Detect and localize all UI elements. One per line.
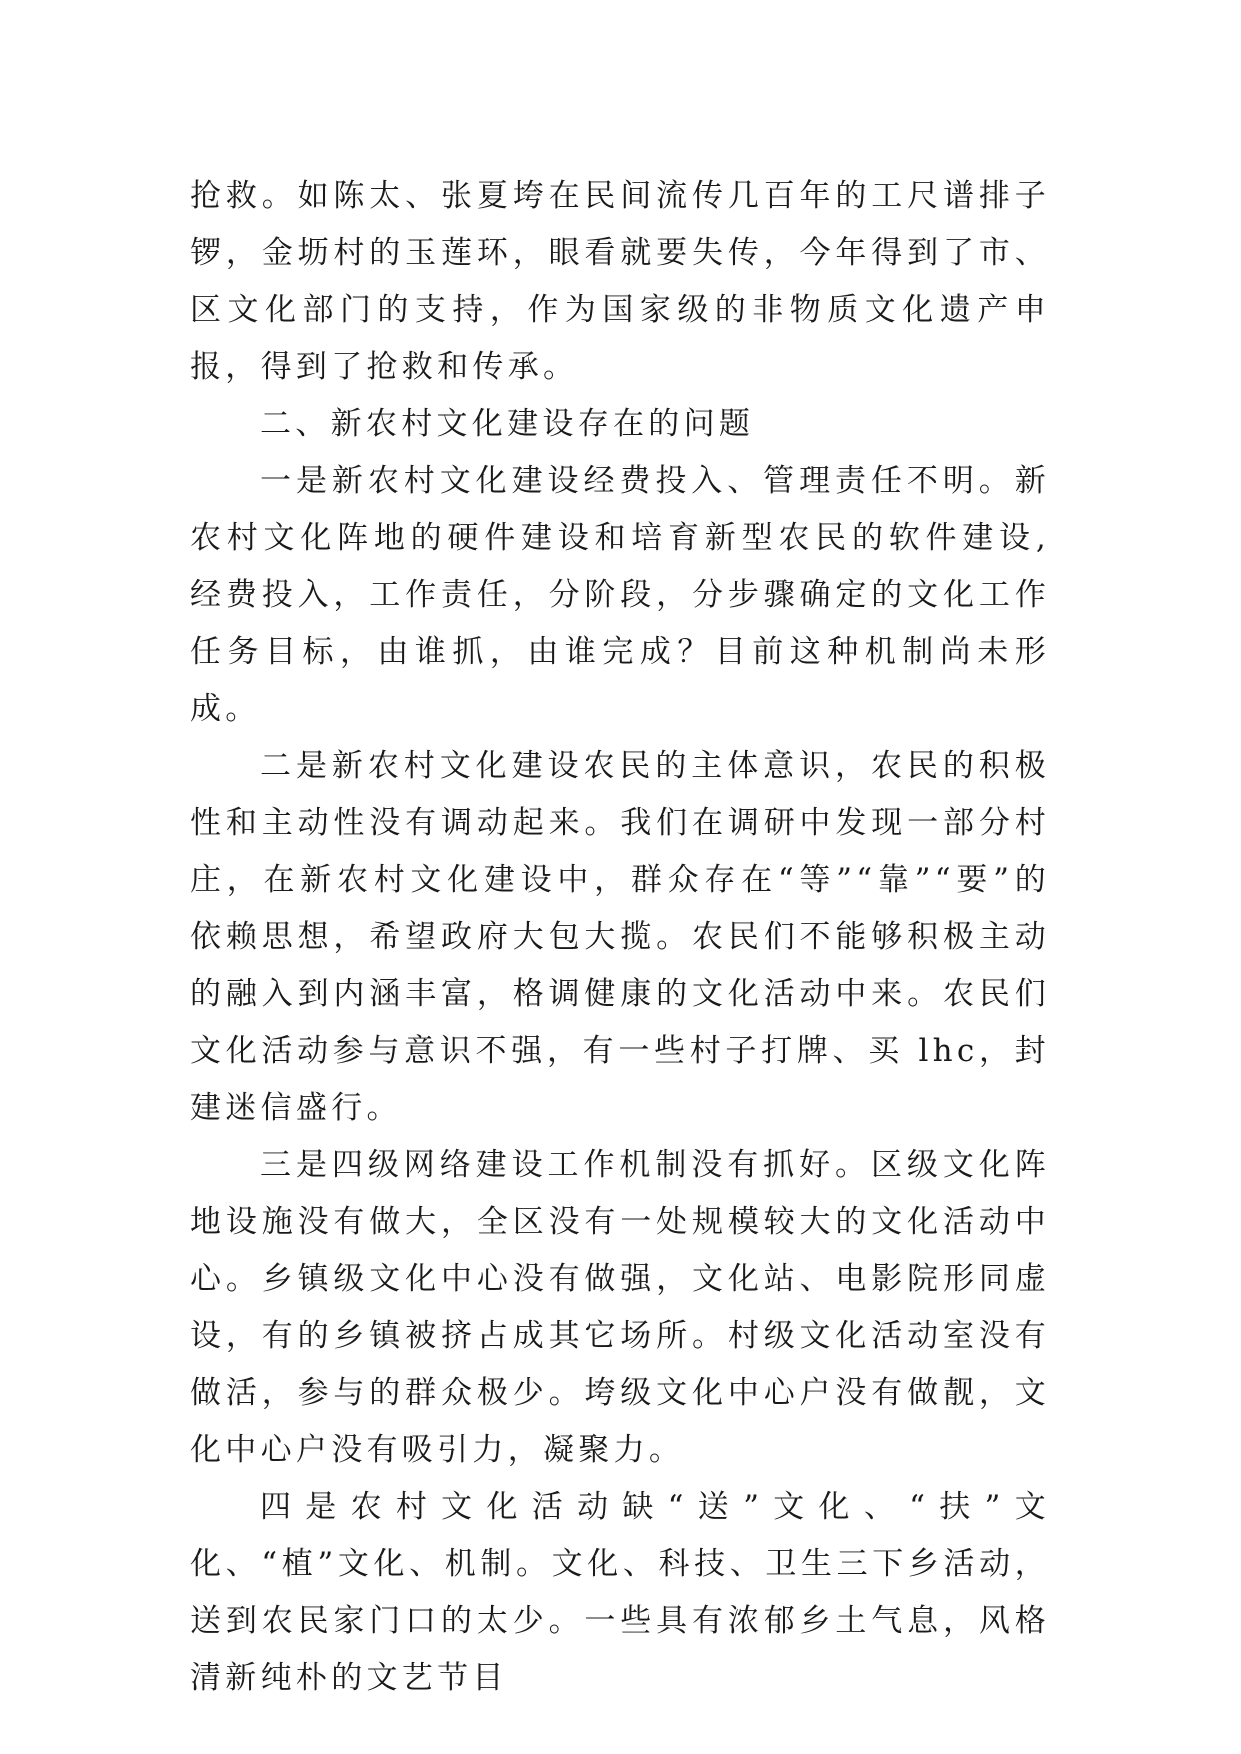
paragraph-3: 二是新农村文化建设农民的主体意识，农民的积极性和主动性没有调动起来。我们在调研中发现一部分村庄，在新农村文化建设中，群众存在“等”“靠”“要”的依赖思想，希望政府大包大揽。农民们不能够积极主动的融入到内涵丰富，格调健康的文化活动中来。农民们文化活动参与意识不强，有一些村子打牌、买 lhc，封建迷信盛行。 [190,748,1050,1126]
paragraph-2: 一是新农村文化建设经费投入、管理责任不明。新农村文化阵地的硬件建设和培育新型农民的软件建设,经费投入，工作责任，分阶段，分步骤确定的文化工作任务目标，由谁抓，由谁完成？目前这种机制尚未形成。 [190,463,1050,727]
paragraph-1: 抢救。如陈太、张夏垮在民间流传几百年的工尺谱排子锣，金坜村的玉莲环，眼看就要失传，今年得到了市、区文化部门的支持，作为国家级的非物质文化遗产申报，得到了抢救和传承。 [190,178,1050,385]
section-heading: 二、新农村文化建设存在的问题 [260,406,755,442]
paragraph-4: 三是四级网络建设工作机制没有抓好。区级文化阵地设施没有做大，全区没有一处规模较大的文化活动中心。乡镇级文化中心没有做强，文化站、电影院形同虚设，有的乡镇被挤占成其它场所。村级文化活动室没有做活，参与的群众极少。垮级文化中心户没有做靓，文化中心户没有吸引力，凝聚力。 [190,1147,1050,1468]
paragraph-5: 四是农村文化活动缺“送”文化、“扶”文化、“植”文化、机制。文化、科技、卫生三下乡活动，送到农民家门口的太少。一些具有浓郁乡土气息，风格清新纯朴的文艺节目 [190,1489,1050,1696]
document-body [190,168,1050,1707]
